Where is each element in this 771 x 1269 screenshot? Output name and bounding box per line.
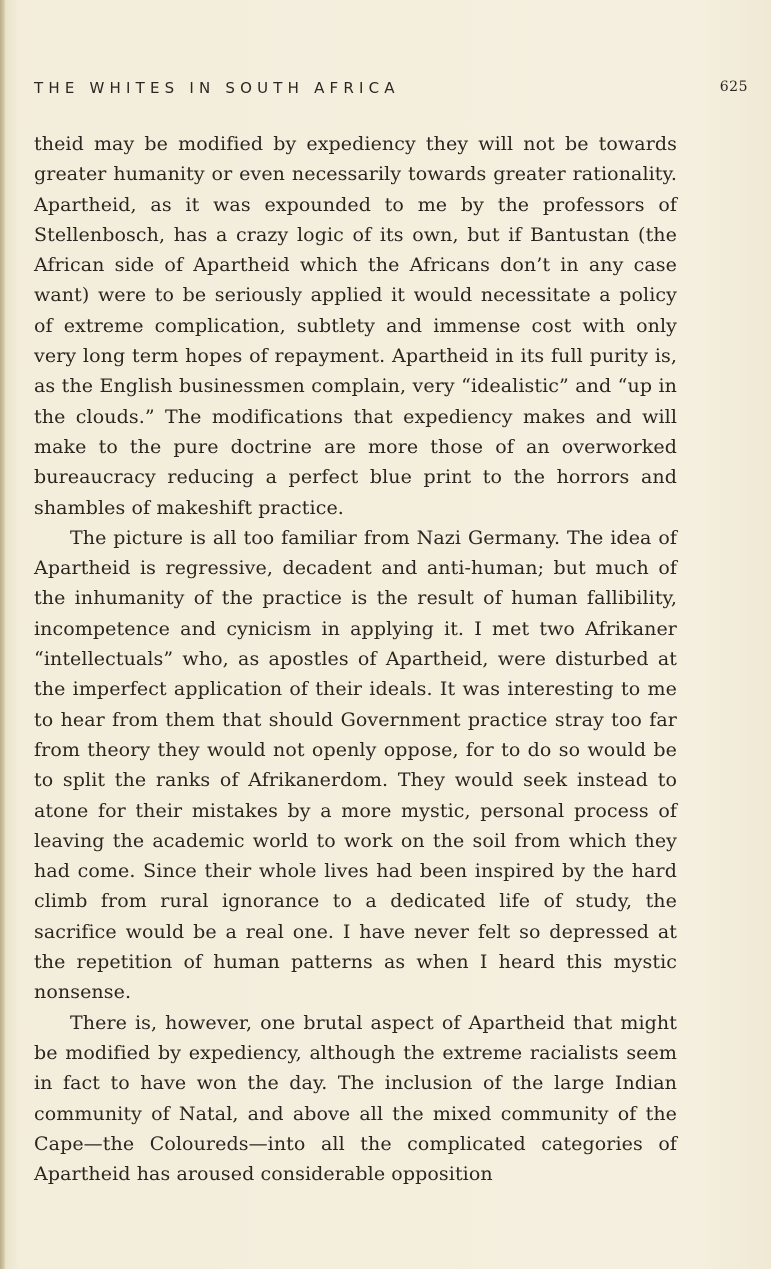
paragraph-continued: theid may be modified by expediency they will not be towards greater humanity or even necessarily towards greater rationality. Apartheid, as it was expounded to me by the professors of Stellenbosch, has a crazy logic of its own, but if Bantustan (the African side of Apartheid which the Africans don’t in any case want) were to be seriously applied it would necessitate a policy of extreme complication, subtlety and immense cost with only very long term hopes of repayment. Apartheid in its full purity is, as the English businessmen complain, very “idealistic” and “up in the clouds.” The modifications that expediency makes and will make to the pure doctrine are more those of an overworked bureaucracy reducing a perfect blue print to the horrors and shambles of makeshift practice.: [34, 133, 677, 519]
page-binding-edge: [0, 0, 5, 1269]
running-title: THE WHITES IN SOUTH AFRICA: [34, 79, 400, 97]
running-header: [34, 79, 748, 99]
page-number: 625: [719, 79, 748, 95]
body-text: [34, 129, 677, 1189]
paragraph: There is, however, one brutal aspect of Apartheid that might be modified by expediency, although the extreme racialists seem in fact to have won the day. The inclusion of the large Indian community of Natal, and above all the mixed community of the Cape—the Coloureds—into all the complicated categories of Apartheid has aroused considerable opposition: [34, 1011, 677, 1186]
paragraph: The picture is all too familiar from Nazi Germany. The idea of Apartheid is regressive, decadent and anti-human; but much of the inhumanity of the practice is the result of human fallibility, incompetence and cynicism in applying it. I met two Afrikaner “intellectuals” who, as apostles of Apartheid, were disturbed at the imperfect application of their ideals. It was interesting to me to hear from them that should Government practice stray too far from theory they would not openly oppose, for to do so would be to split the ranks of Afrikanerdom. They would seek instead to atone for their mistakes by a more mystic, personal process of leaving the academic world to work on the soil from which they had come. Since their whole lives had been inspired by the hard climb from rural ignorance to a dedicated life of study, the sacrifice would be a real one. I have never felt so depressed at the repetition of human patterns as when I heard this mystic nonsense.: [34, 526, 677, 1004]
